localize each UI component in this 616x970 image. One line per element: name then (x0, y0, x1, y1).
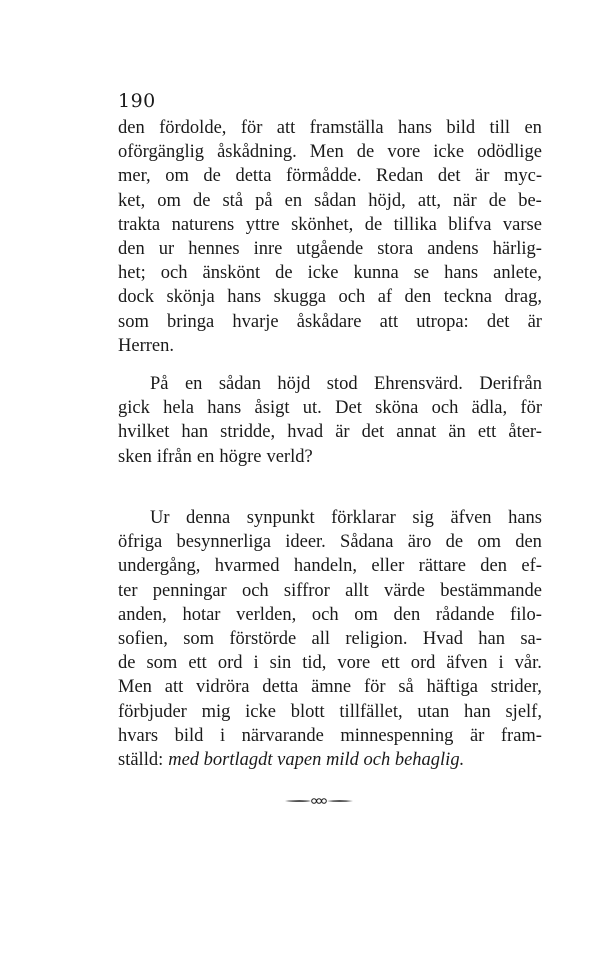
text-line: hvilket han stridde, hvad är det annat än ett åter- (118, 422, 542, 443)
text-line: den ur hennes inre utgående stora andens härlig- (118, 238, 542, 259)
text-line: dock skönja hans skugga och af den teckna drag, (118, 287, 542, 308)
text-line: Men att vidröra detta ämne för så häftiga strider, (118, 677, 542, 698)
text-line: oförgänglig åskådning. Men de vore icke odödlige (118, 142, 542, 163)
paragraph-3 (118, 506, 542, 772)
italic-quote: med bortlagdt vapen mild och behaglig. (168, 749, 465, 770)
text-line: de som ett ord i sin tid, vore ett ord äfven i vår. (118, 653, 542, 674)
text-line: den fördolde, för att framställa hans bild till en (118, 118, 542, 138)
text-line: ket, om de stå på en sådan höjd, att, när de be- (118, 190, 542, 211)
paragraph-1 (118, 116, 542, 358)
text-line: På en sådan höjd stod Ehrensvärd. Derifrån (150, 374, 542, 394)
text-line: ställd: med bortlagdt vapen mild och behaglig. (118, 748, 542, 772)
end-ornament-icon (283, 796, 355, 806)
text-line: het; och änskönt de icke kunna se hans anlete, (118, 263, 542, 284)
text-line: undergång, hvarmed handeln, eller rättare den ef- (118, 556, 542, 577)
text-line: Ur denna synpunkt förklarar sig äfven hans (150, 508, 542, 528)
text-line: som bringa hvarje åskådare att utropa: det är (118, 311, 542, 332)
page-number: 190 (118, 90, 156, 112)
text-line: ter penningar och siffror allt värde bestämmande (118, 580, 542, 601)
text-line: Herren. (118, 335, 174, 356)
text-line: förbjuder mig icke blott tillfället, utan han sjelf, (118, 701, 542, 722)
paragraph-2 (118, 372, 542, 469)
text-line: trakta naturens yttre skönhet, de tillika blifva varse (118, 214, 542, 235)
text-line: anden, hotar verlden, och om den rådande filo- (118, 604, 542, 625)
text-line: sofien, som förstörde all religion. Hvad han sa- (118, 628, 542, 649)
text-line: sken ifrån en högre verld? (118, 446, 313, 467)
text-line: öfriga besynnerliga ideer. Sådana äro de om den (118, 532, 542, 553)
text-line: gick hela hans åsigt ut. Det sköna och ädla, för (118, 398, 542, 419)
text-line: mer, om de detta förmådde. Redan det är myc- (118, 166, 542, 187)
text-line: hvars bild i närvarande minnespenning är fram- (118, 725, 542, 746)
